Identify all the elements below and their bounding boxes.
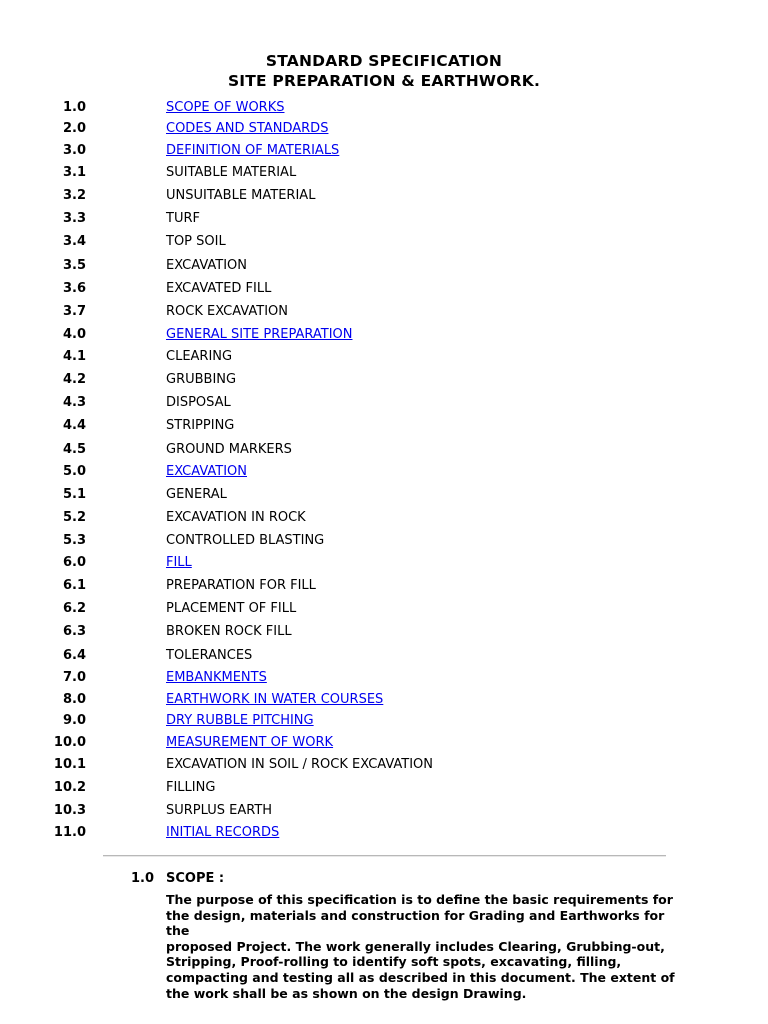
toc-number: 6.2	[62, 601, 86, 616]
toc-link[interactable]: INITIAL RECORDS	[166, 825, 280, 840]
toc-label: TOLERANCES	[166, 648, 253, 663]
toc-label: EXCAVATED FILL	[166, 281, 272, 296]
toc-row[interactable]	[0, 119, 700, 139]
toc-link[interactable]: EMBANKMENTS	[166, 670, 267, 685]
document-title-line2: SITE PREPARATION & EARTHWORK.	[227, 72, 541, 90]
toc-number: 4.4	[62, 418, 86, 433]
toc-number: 10.0	[53, 735, 86, 750]
toc-row	[0, 508, 700, 528]
toc-row	[0, 279, 700, 299]
toc-label: EXCAVATION IN ROCK	[166, 510, 306, 525]
toc-label: PLACEMENT OF FILL	[166, 601, 297, 616]
section-body-line: proposed Project. The work generally includes Clearing, Grubbing-out,	[166, 938, 665, 954]
toc-number: 3.4	[62, 234, 86, 249]
section-body-line: compacting and testing all as described in this document. The extent of	[166, 969, 675, 985]
toc-row	[0, 416, 700, 436]
section-number: 1.0	[130, 871, 154, 886]
toc-number: 6.0	[62, 555, 86, 570]
toc-row[interactable]	[0, 325, 700, 345]
toc-link[interactable]: SCOPE OF WORKS	[166, 100, 285, 115]
toc-label: CONTROLLED BLASTING	[166, 533, 325, 548]
toc-label: GENERAL	[166, 487, 227, 502]
toc-row	[0, 440, 700, 460]
toc-label: SURPLUS EARTH	[166, 803, 273, 818]
toc-row	[0, 646, 700, 666]
toc-number: 4.1	[62, 349, 86, 364]
toc-number: 3.3	[62, 211, 86, 226]
section-body-line: The purpose of this specification is to define the basic requirements for	[166, 892, 673, 907]
toc-row	[0, 209, 700, 229]
section-body	[166, 892, 686, 1001]
toc-label: UNSUITABLE MATERIAL	[166, 188, 316, 203]
toc-row[interactable]	[0, 711, 700, 731]
toc-row	[0, 302, 700, 322]
toc-label: TOP SOIL	[166, 234, 226, 249]
toc-row	[0, 393, 700, 413]
toc-row	[0, 186, 700, 206]
toc-row	[0, 755, 700, 775]
document-title-line1: STANDARD SPECIFICATION	[265, 52, 503, 70]
toc-number: 9.0	[62, 713, 86, 728]
toc-row[interactable]	[0, 462, 700, 482]
toc-row[interactable]	[0, 141, 700, 161]
toc-number: 4.5	[62, 442, 86, 457]
toc-label: GROUND MARKERS	[166, 442, 292, 457]
toc-number: 10.2	[53, 780, 86, 795]
toc-number: 10.1	[53, 757, 86, 772]
horizontal-divider	[103, 855, 666, 857]
toc-number: 4.0	[62, 327, 86, 342]
toc-label: STRIPPING	[166, 418, 235, 433]
toc-row	[0, 778, 700, 798]
section-body-line: Stripping, Proof-rolling to identify soft spots, excavating, filling,	[166, 954, 622, 970]
toc-label: SUITABLE MATERIAL	[166, 165, 297, 180]
toc-number: 11.0	[53, 825, 86, 840]
toc-row	[0, 256, 700, 276]
toc-link[interactable]: MEASUREMENT OF WORK	[166, 735, 334, 750]
toc-number: 4.3	[62, 395, 86, 410]
toc-label: GRUBBING	[166, 372, 237, 387]
toc-link[interactable]: DRY RUBBLE PITCHING	[166, 713, 314, 728]
toc-link[interactable]: GENERAL SITE PREPARATION	[166, 327, 353, 342]
toc-number: 7.0	[62, 670, 86, 685]
toc-row	[0, 347, 700, 367]
toc-number: 6.4	[62, 648, 86, 663]
toc-label: CLEARING	[166, 349, 233, 364]
toc-number: 3.0	[62, 143, 86, 158]
toc-row	[0, 801, 700, 821]
toc-number: 5.1	[62, 487, 86, 502]
toc-row	[0, 370, 700, 390]
toc-number: 4.2	[62, 372, 86, 387]
toc-number: 5.3	[62, 533, 86, 548]
toc-row	[0, 531, 700, 551]
toc-label: ROCK EXCAVATION	[166, 304, 288, 319]
toc-number: 1.0	[62, 100, 86, 115]
toc-label: EXCAVATION	[166, 258, 247, 273]
toc-number: 8.0	[62, 692, 86, 707]
toc-number: 5.2	[62, 510, 86, 525]
toc-number: 10.3	[53, 803, 86, 818]
toc-label: TURF	[166, 211, 200, 226]
toc-label: EXCAVATION IN SOIL / ROCK EXCAVATION	[166, 757, 434, 772]
toc-row	[0, 599, 700, 619]
section-heading: SCOPE :	[166, 871, 225, 886]
toc-row[interactable]	[0, 823, 700, 843]
toc-row[interactable]	[0, 668, 700, 688]
toc-link[interactable]: EARTHWORK IN WATER COURSES	[166, 692, 384, 707]
toc-row	[0, 485, 700, 505]
toc-label: BROKEN ROCK FILL	[166, 624, 292, 639]
toc-link[interactable]: EXCAVATION	[166, 464, 247, 479]
section-body-line: the design, materials and construction for Grading and Earthworks for the	[166, 907, 665, 939]
toc-number: 3.1	[62, 165, 86, 180]
toc-label: FILLING	[166, 780, 216, 795]
toc-number: 5.0	[62, 464, 86, 479]
toc-row[interactable]	[0, 690, 700, 710]
toc-link[interactable]: FILL	[166, 555, 192, 570]
toc-number: 6.1	[62, 578, 86, 593]
toc-row[interactable]	[0, 98, 700, 118]
section-body-line: the work shall be as shown on the design Drawing.	[166, 985, 527, 1001]
toc-number: 3.2	[62, 188, 86, 203]
toc-row[interactable]	[0, 733, 700, 753]
toc-number: 3.5	[62, 258, 86, 273]
toc-link[interactable]: DEFINITION OF MATERIALS	[166, 143, 340, 158]
toc-label: DISPOSAL	[166, 395, 231, 410]
toc-row	[0, 576, 700, 596]
toc-row	[0, 622, 700, 642]
toc-number: 2.0	[62, 121, 86, 136]
toc-number: 3.6	[62, 281, 86, 296]
toc-row[interactable]	[0, 553, 700, 573]
toc-number: 3.7	[62, 304, 86, 319]
toc-number: 6.3	[62, 624, 86, 639]
toc-link[interactable]: CODES AND STANDARDS	[166, 121, 329, 136]
toc-row	[0, 163, 700, 183]
toc-row	[0, 232, 700, 252]
toc-label: PREPARATION FOR FILL	[166, 578, 316, 593]
